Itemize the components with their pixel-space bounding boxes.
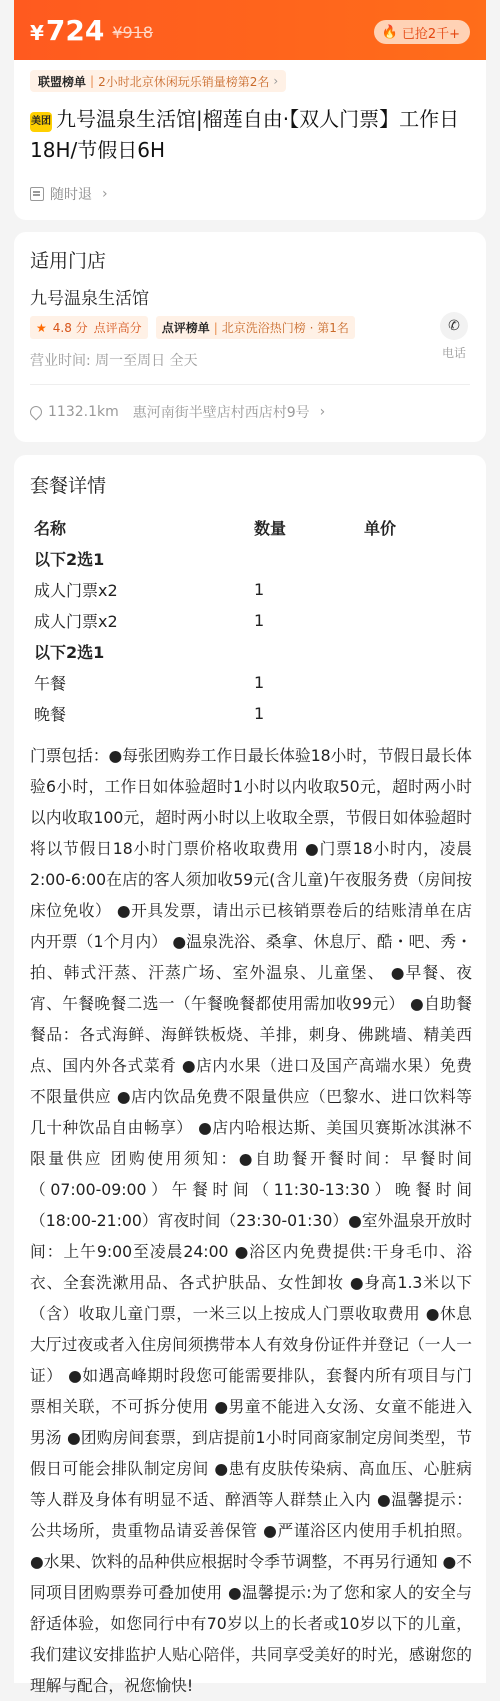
refund-label: 随时退	[50, 187, 92, 203]
row-quantity: 1	[254, 611, 265, 630]
store-address-text: 惠河南街半壁店村西店村9号	[132, 405, 310, 421]
phone-button[interactable]	[440, 312, 468, 361]
refund-policy[interactable]	[30, 184, 108, 204]
table-row	[34, 698, 464, 729]
row-name: 晚餐	[34, 705, 67, 724]
sold-count-badge	[374, 20, 470, 44]
package-section-title: 套餐详情	[30, 475, 107, 497]
score-note: 点评高分	[93, 321, 142, 335]
header-name: 名称	[34, 519, 67, 538]
chevron-right-icon: ›	[102, 186, 108, 202]
sold-count: 已抢2千+	[401, 26, 460, 42]
deal-price: 724	[45, 13, 105, 47]
phone-label: 电话	[441, 346, 466, 360]
deal-title	[30, 104, 474, 166]
table-row	[34, 574, 464, 605]
ranking-text: 2小时北京休闲玩乐销量榜第2名	[98, 74, 270, 89]
score-tag	[30, 316, 148, 339]
row-name: 成人门票x2	[34, 612, 118, 631]
store-section-title: 适用门店	[30, 250, 107, 272]
row-name: 以下2选1	[34, 643, 105, 662]
deal-info-card	[14, 60, 486, 220]
phone-icon: ✆	[440, 312, 468, 340]
meituan-logo: 美团	[30, 112, 52, 132]
store-name[interactable]: 九号温泉生活馆	[30, 289, 149, 309]
row-quantity: 1	[254, 580, 265, 599]
price-bar	[14, 0, 486, 60]
store-card	[14, 232, 486, 442]
package-details-card	[14, 455, 486, 1695]
package-table	[34, 512, 464, 729]
row-quantity: 1	[254, 673, 265, 692]
row-name: 成人门票x2	[34, 581, 118, 600]
deal-title-text: 九号温泉生活馆|榴莲自由·【双人门票】工作日18H/节假日6H	[30, 107, 460, 162]
original-price: ¥918	[112, 22, 154, 42]
row-name: 以下2选1	[34, 550, 105, 569]
row-name: 午餐	[34, 674, 67, 693]
currency-symbol: ¥	[30, 21, 44, 45]
star-icon: ★	[36, 320, 47, 335]
dianping-brand: 点评榜单	[161, 321, 210, 335]
divider	[30, 384, 470, 385]
store-meta	[30, 316, 355, 339]
flame-icon: 🔥	[381, 24, 398, 40]
ranking-brand: 联盟榜单	[38, 74, 87, 89]
header-unit-price: 单价	[364, 519, 397, 538]
chevron-right-icon: ›	[273, 74, 279, 88]
dianping-rank-text: 北京洗浴热门榜 · 第1名	[221, 321, 349, 335]
table-header	[34, 512, 464, 543]
location-pin-icon	[28, 404, 45, 421]
store-address[interactable]	[30, 402, 325, 422]
dianping-rank-tag[interactable]: 点评榜单 | 北京洗浴热门榜 · 第1名	[156, 316, 355, 339]
ranking-tag[interactable]: 联盟榜单 | 2小时北京休闲玩乐销量榜第2名 ›	[30, 70, 286, 92]
row-quantity: 1	[254, 704, 265, 723]
refund-icon	[30, 187, 44, 201]
chevron-right-icon: ›	[319, 404, 326, 420]
store-score: 4.8 分	[52, 321, 88, 335]
table-row	[34, 605, 464, 636]
table-row	[34, 543, 464, 574]
header-quantity: 数量	[254, 519, 287, 538]
package-detail-text: 门票包括：●每张团购券工作日最长体验18小时，节假日最长体验6小时，工作日如体验超时1小时以内收取50元，超时两小时以内收取100元，超时两小时以上收取全票，节假日如体验超时将以节假日18小时门票价格收取费用 ●门票18小时内，凌晨2:00-6:00在店的客人须加收59元(含儿童)午夜服务费（房间按床位免收） ●开具发票，请出示已核销票卷后的结账清单在店内开票（1个月内） ●温泉洗浴、桑拿、休息厅、酷・吧、秀・拍、韩式汗蒸、汗蒸广场、室外温泉、儿童堡、 ●早餐、夜宵、午餐晚餐二选一（午餐晚餐都使用需加收99元） ●自助餐餐品：各式海鲜、海鲜铁板烧、羊排，刺身、佛跳墙、精美西点、国内外各式菜肴 ●店内水果（进口及国产高端水果）免费不限量供应 ●店内饮品免费不限量供应（巴黎水、进口饮料等几十种饮品自由畅享） ●店内哈根达斯、美国贝赛斯冰淇淋不限量供应 团购使用须知：●自助餐开餐时间：早餐时间（07:00-09:00）午餐时间（11:30-13:30）晚餐时间（18:00-21:00）宵夜时间（23:30-01:30）●室外温泉开放时间：上午9:00至凌晨24:00 ●浴区内免费提供:干身毛巾、浴衣、全套洗漱用品、各式护肤品、女性卸妆 ●身高1.3米以下（含）收取儿童门票，一米三以上按成人门票收取费用 ●休息大厅过夜或者入住房间须携带本人有效身份证件并登记（一人一证） ●如遇高峰期时段您可能需要排队，套餐内所有项目与门票相关联，不可拆分使用 ●男童不能进入女汤、女童不能进入男汤 ●团购房间套票，到店提前1小时同商家制定房间类型，节假日可能会排队制定房间 ●患有皮肤传染病、高血压、心脏病等人群及身体有明显不适、醉酒等人群禁止入内 ●温馨提示：公共场所，贵重物品请妥善保管 ●严谨浴区内使用手机拍照。 ●水果、饮料的品种供应根据时令季节调整，不再另行通知 ●不同项目团购票券可叠加使用 ●温馨提示:为了您和家人的安全与舒适体验，如您同行中有70岁以上的长者或10岁以下的儿童，我们建议安排监护人贴心陪伴，共同享受美好的时光，感谢您的理解与配合，祝您愉快!	[30, 746, 472, 1695]
business-hours: 营业时间: 周一至周日 全天	[30, 353, 198, 369]
table-row	[34, 667, 464, 698]
table-row	[34, 636, 464, 667]
store-distance: 1132.1km	[48, 404, 119, 420]
